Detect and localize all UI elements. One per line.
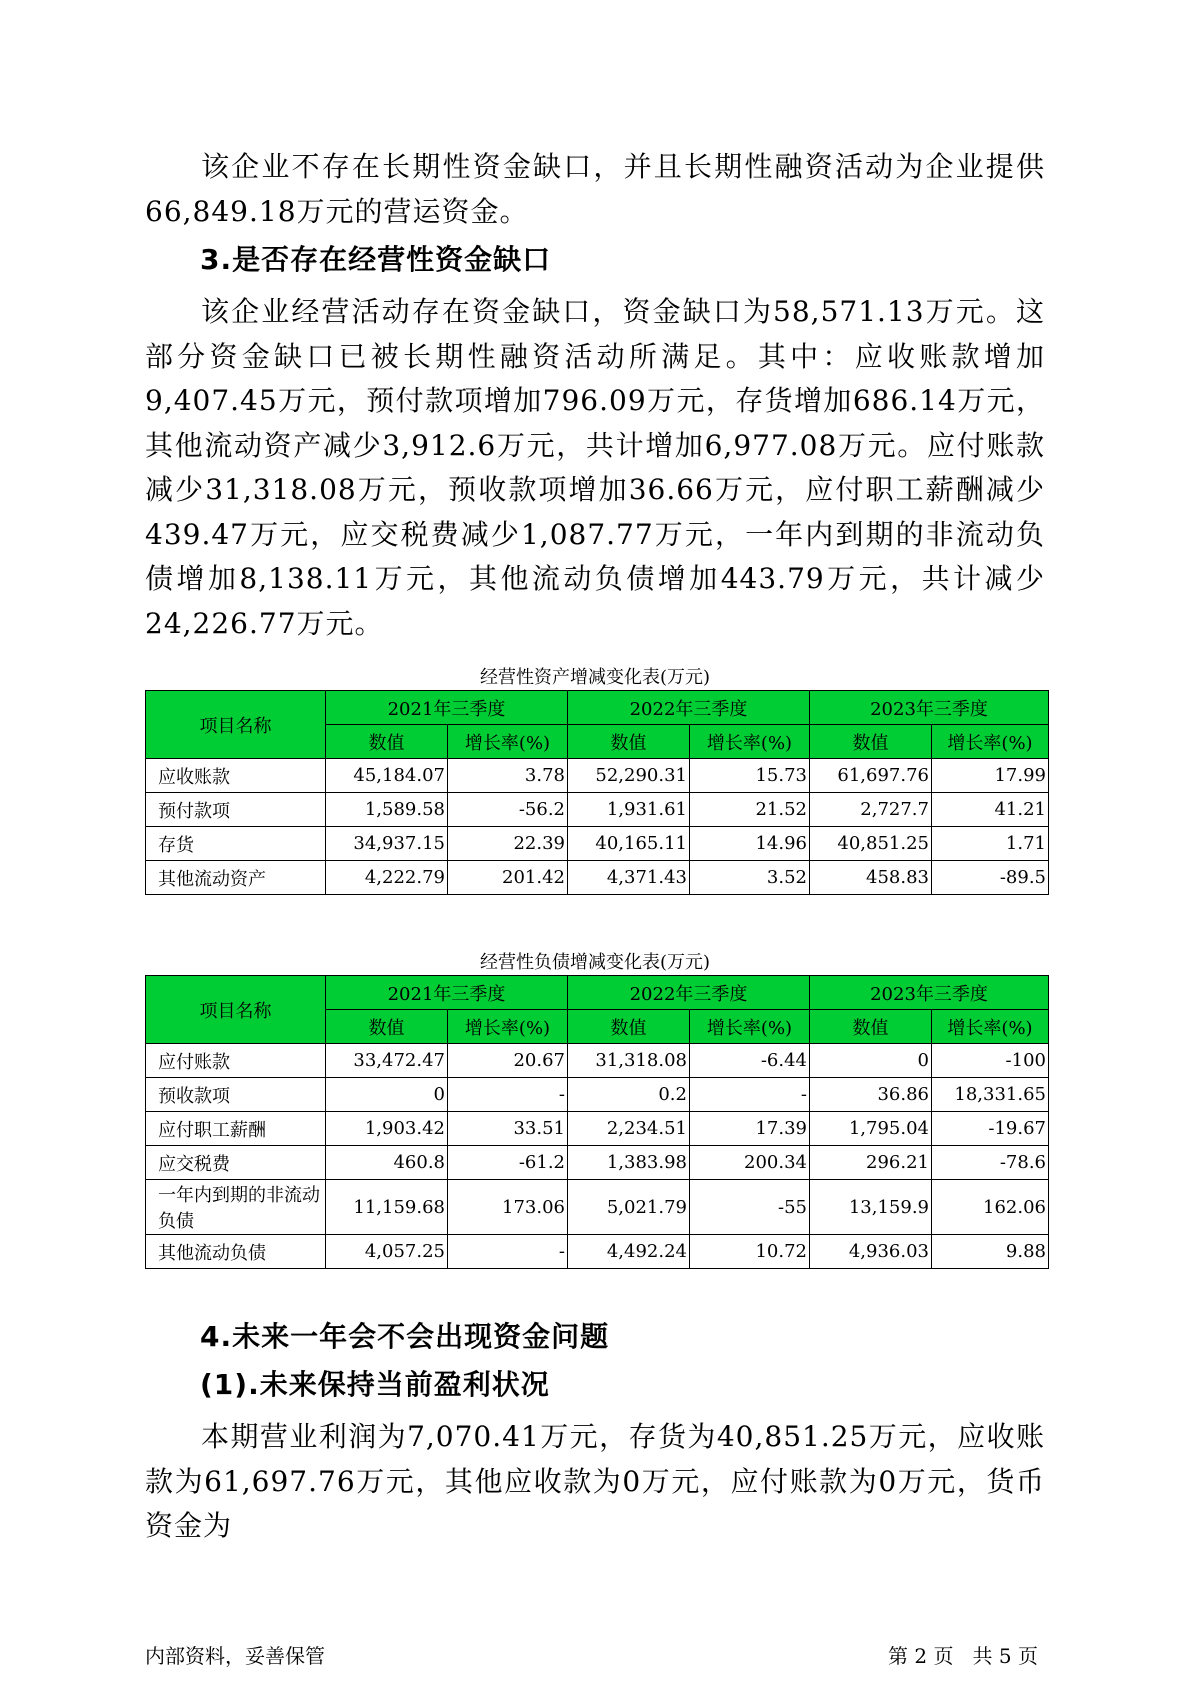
- cell-growth-rate: 17.39: [690, 1112, 810, 1146]
- cell-growth-rate: -: [690, 1078, 810, 1112]
- row-item-name: 存货: [146, 827, 326, 861]
- cell-value: 33,472.47: [326, 1044, 448, 1078]
- cell-value: 4,057.25: [326, 1235, 448, 1269]
- header-period: 2023年三季度: [810, 691, 1049, 725]
- cell-value: 0: [326, 1078, 448, 1112]
- header-period: 2022年三季度: [568, 691, 810, 725]
- header-value: 数值: [568, 725, 690, 759]
- operating-liabilities-table: [145, 975, 1049, 1269]
- cell-growth-rate: -: [448, 1235, 568, 1269]
- header-value: 数值: [810, 725, 932, 759]
- footer-page-number: 第 2 页 共 5 页: [888, 1644, 1038, 1668]
- table-row: [146, 1180, 1049, 1235]
- header-growth: 增长率(%): [690, 725, 810, 759]
- cell-growth-rate: 41.21: [932, 793, 1049, 827]
- cell-value: 458.83: [810, 861, 932, 895]
- cell-value: 1,903.42: [326, 1112, 448, 1146]
- cell-growth-rate: 1.71: [932, 827, 1049, 861]
- cell-growth-rate: 33.51: [448, 1112, 568, 1146]
- cell-value: 5,021.79: [568, 1180, 690, 1235]
- cell-value: 61,697.76: [810, 759, 932, 793]
- cell-value: 1,589.58: [326, 793, 448, 827]
- cell-value: 4,222.79: [326, 861, 448, 895]
- cell-value: 31,318.08: [568, 1044, 690, 1078]
- paragraph-current-profit: 本期营业利润为7,070.41万元，存货为40,851.25万元，应收账款为61,697.76万元，其他应收款为0万元，应付账款为0万元，货币资金为: [145, 1420, 1045, 1542]
- cell-value: 0.2: [568, 1078, 690, 1112]
- cell-value: 1,383.98: [568, 1146, 690, 1180]
- header-growth: 增长率(%): [932, 1010, 1049, 1044]
- cell-growth-rate: -100: [932, 1044, 1049, 1078]
- cell-value: 460.8: [326, 1146, 448, 1180]
- cell-value: 13,159.9: [810, 1180, 932, 1235]
- cell-growth-rate: 21.52: [690, 793, 810, 827]
- table-assets-caption: 经营性资产增减变化表(万元): [479, 667, 711, 688]
- header-item-name: 项目名称: [146, 691, 326, 759]
- table-row: [146, 759, 1049, 793]
- table-row: [146, 1044, 1049, 1078]
- cell-growth-rate: -78.6: [932, 1146, 1049, 1180]
- table-liabilities-caption: 经营性负债增减变化表(万元): [479, 952, 711, 973]
- header-period: 2022年三季度: [568, 976, 810, 1010]
- cell-value: 1,795.04: [810, 1112, 932, 1146]
- cell-growth-rate: 3.52: [690, 861, 810, 895]
- cell-value: 40,851.25: [810, 827, 932, 861]
- cell-value: 0: [810, 1044, 932, 1078]
- paragraph-operating-gap: 该企业经营活动存在资金缺口，资金缺口为58,571.13万元。这部分资金缺口已被长期性融资活动所满足。其中：应收账款增加9,407.45万元，预付款项增加796.09万元，存货增加686.14万元，其他流动资产减少3,912.6万元，共计增加6,977.08万元。应付账款减少31,318.08万元，预收款项增加36.66万元，应付职工薪酬减少439.47万元，应交税费减少1,087.77万元，一年内到期的非流动负债增加8,138.11万元，其他流动负债增加443.79万元，共计减少24,226.77万元。: [145, 295, 1045, 640]
- header-growth: 增长率(%): [448, 725, 568, 759]
- cell-growth-rate: 18,331.65: [932, 1078, 1049, 1112]
- cell-value: 4,936.03: [810, 1235, 932, 1269]
- paragraph-long-term-funding: 该企业不存在长期性资金缺口，并且长期性融资活动为企业提供66,849.18万元的营运资金。: [145, 150, 1045, 228]
- operating-assets-table: [145, 690, 1049, 895]
- cell-growth-rate: 10.72: [690, 1235, 810, 1269]
- cell-growth-rate: 200.34: [690, 1146, 810, 1180]
- row-item-name: 预付款项: [146, 793, 326, 827]
- cell-value: 2,234.51: [568, 1112, 690, 1146]
- cell-value: 4,492.24: [568, 1235, 690, 1269]
- table-row: [146, 827, 1049, 861]
- header-value: 数值: [810, 1010, 932, 1044]
- cell-growth-rate: -61.2: [448, 1146, 568, 1180]
- row-item-name: 一年内到期的非流动负债: [146, 1180, 326, 1235]
- table-body: [146, 1044, 1049, 1269]
- cell-growth-rate: 14.96: [690, 827, 810, 861]
- cell-value: 40,165.11: [568, 827, 690, 861]
- cell-growth-rate: 162.06: [932, 1180, 1049, 1235]
- header-growth: 增长率(%): [932, 725, 1049, 759]
- header-growth: 增长率(%): [690, 1010, 810, 1044]
- header-value: 数值: [326, 1010, 448, 1044]
- cell-value: 34,937.15: [326, 827, 448, 861]
- cell-growth-rate: 9.88: [932, 1235, 1049, 1269]
- heading-operating-gap: 3.是否存在经营性资金缺口: [200, 243, 552, 276]
- cell-value: 11,159.68: [326, 1180, 448, 1235]
- row-item-name: 应付职工薪酬: [146, 1112, 326, 1146]
- heading-current-profit: (1).未来保持当前盈利状况: [200, 1368, 550, 1401]
- footer-confidential-note: 内部资料，妥善保管: [145, 1644, 325, 1668]
- table-row: [146, 1112, 1049, 1146]
- header-growth: 增长率(%): [448, 1010, 568, 1044]
- header-value: 数值: [326, 725, 448, 759]
- header-value: 数值: [568, 1010, 690, 1044]
- cell-value: 2,727.7: [810, 793, 932, 827]
- cell-growth-rate: 173.06: [448, 1180, 568, 1235]
- cell-value: 45,184.07: [326, 759, 448, 793]
- header-period: 2023年三季度: [810, 976, 1049, 1010]
- table-row: [146, 1078, 1049, 1112]
- heading-future-funding: 4.未来一年会不会出现资金问题: [200, 1320, 610, 1353]
- table-row: [146, 1235, 1049, 1269]
- cell-growth-rate: 17.99: [932, 759, 1049, 793]
- cell-value: 36.86: [810, 1078, 932, 1112]
- table-row: [146, 793, 1049, 827]
- cell-growth-rate: -6.44: [690, 1044, 810, 1078]
- row-item-name: 其他流动资产: [146, 861, 326, 895]
- cell-value: 4,371.43: [568, 861, 690, 895]
- cell-value: 52,290.31: [568, 759, 690, 793]
- header-item-name: 项目名称: [146, 976, 326, 1044]
- cell-growth-rate: 20.67: [448, 1044, 568, 1078]
- cell-growth-rate: -: [448, 1078, 568, 1112]
- cell-value: 1,931.61: [568, 793, 690, 827]
- cell-value: 296.21: [810, 1146, 932, 1180]
- row-item-name: 应付账款: [146, 1044, 326, 1078]
- row-item-name: 预收款项: [146, 1078, 326, 1112]
- cell-growth-rate: -55: [690, 1180, 810, 1235]
- cell-growth-rate: 201.42: [448, 861, 568, 895]
- cell-growth-rate: 15.73: [690, 759, 810, 793]
- table-row: [146, 861, 1049, 895]
- cell-growth-rate: -89.5: [932, 861, 1049, 895]
- header-period: 2021年三季度: [326, 976, 568, 1010]
- table-row: [146, 1146, 1049, 1180]
- row-item-name: 应交税费: [146, 1146, 326, 1180]
- cell-growth-rate: -19.67: [932, 1112, 1049, 1146]
- cell-growth-rate: 3.78: [448, 759, 568, 793]
- cell-growth-rate: 22.39: [448, 827, 568, 861]
- table-body: [146, 759, 1049, 895]
- cell-growth-rate: -56.2: [448, 793, 568, 827]
- row-item-name: 应收账款: [146, 759, 326, 793]
- header-period: 2021年三季度: [326, 691, 568, 725]
- row-item-name: 其他流动负债: [146, 1235, 326, 1269]
